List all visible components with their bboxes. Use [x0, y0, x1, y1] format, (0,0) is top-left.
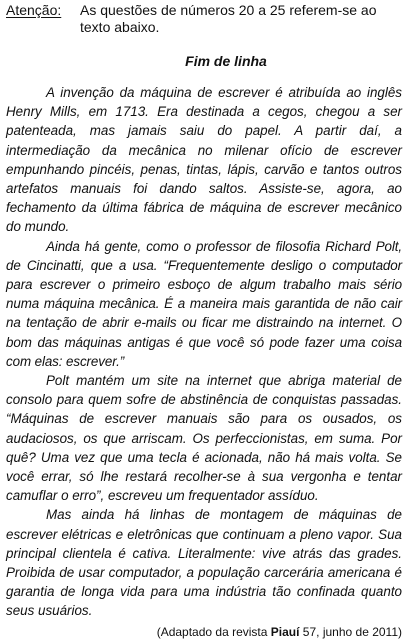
attention-text: As questões de números 20 a 25 referem-se ao texto abaixo. [80, 2, 377, 35]
attention-header [6, 2, 402, 36]
source-citation [6, 625, 402, 640]
source-magazine: Piauí [270, 624, 300, 639]
article-paragraph-4: Mas ainda há linhas de montagem de máquinas de escrever elétricas e eletrônicas que continuam a pleno vapor. Sua principal clientela é cativa. Literalmente: vive atrás das grades. Proibida de usar computador, a população carcerária americana é garantia de longa vida para uma indústria tão confinada quanto seus usuários. [6, 507, 402, 619]
source-suffix: 57, junho de 2011) [299, 624, 402, 639]
article-title: Fim de linha [185, 53, 267, 69]
article-paragraph-1: A invenção da máquina de escrever é atribuída ao inglês Henry Mills, em 1713. Era destinada a cegos, chegou a ser patenteada, mas jamais saiu do papel. A partir daí, a intermediação da mecânica no milenar ofício de escrever empunhando pincéis, penas, tintas, lápis, carvão e tantos outros artefatos manuais foi dando saltos. Assiste-se, agora, ao fechamento da última fábrica de máquina de escrever mecânico do mundo. [6, 85, 402, 235]
attention-label: Atenção: [6, 2, 62, 18]
source-prefix: (Adaptado da revista [156, 624, 271, 639]
article-paragraph-3: Polt mantém um site na internet que abriga material de consolo para quem sofre de abstinência de conquistas passadas. “Máquinas de escrever manuais são para os ousados, os audaciosos, os que arriscam. Os perfeccionistas, em suma. Por quê? Uma vez que uma tecla é acionada, não há mais volta. Se você errar, só lhe restará recolher-se à sua vergonha e tentar camuflar o erro”, escreveu um frequentador assíduo. [6, 373, 402, 504]
article-body [6, 83, 402, 621]
article-paragraph-2: Ainda há gente, como o professor de filosofia Richard Polt, de Cincinatti, que a usa. “Frequentemente desligo o computador para escrever o primeiro esboço de algum trabalho mais sério numa máquina mecânica. É a maneira mais garantida de não cair na tentação de abrir e-mails ou ficar me distraindo na internet. O bom das máquinas antigas é que você só pode fazer uma coisa com elas: escrever.” [6, 238, 402, 369]
